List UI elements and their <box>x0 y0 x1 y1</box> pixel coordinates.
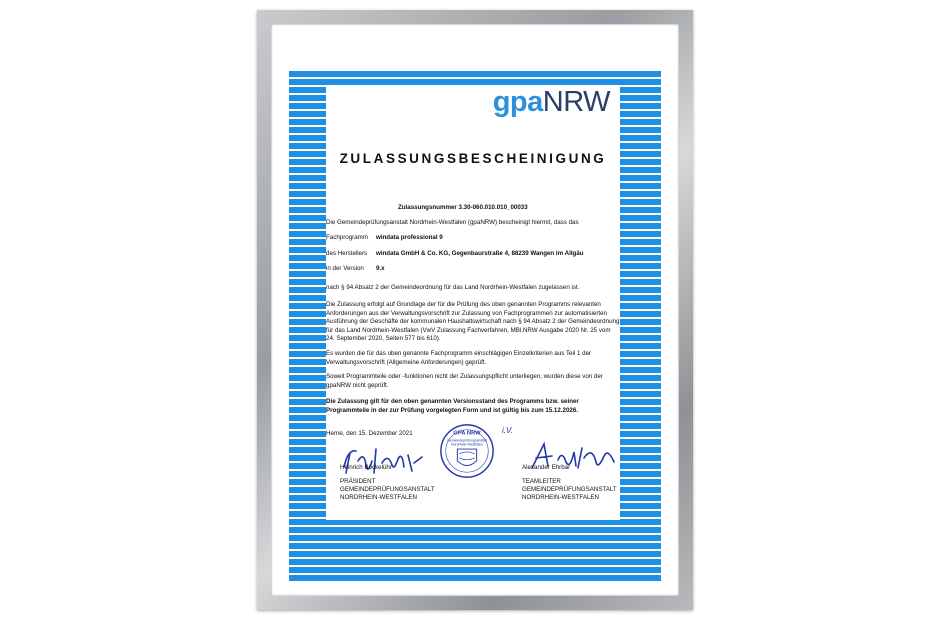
signer1-org: GEMEINDEPRÜFUNGSANSTALT <box>340 486 435 493</box>
certificate-document <box>326 86 620 520</box>
official-seal <box>438 422 496 480</box>
signer1-name: Heinrich Böckelühr <box>340 464 392 471</box>
seal-crest-lines <box>459 452 474 460</box>
intro-text: Die Gemeindeprüfungsanstalt Nordrhein-Westfalen (gpaNRW) bescheinigt hiermit, dass das <box>326 219 579 226</box>
signer1-region: NORDRHEIN-WESTFALEN <box>340 494 418 501</box>
paragraph-validity: Die Zulassung gilt für den oben genannten Versionsstand des Programms bzw. seiner Programmteile in der zur Prüfung vorgelegten Form und ist gültig bis zum 15.12.2026. <box>326 398 579 414</box>
program-value: windata professional 9 <box>376 234 443 241</box>
paragraph-basis: Die Zulassung erfolgt auf Grundlage der für die Prüfung des oben genannten Programms relevanten Anforderungen aus der Verwaltungsvorschrift zur Zulassung von Fachprogrammen zur automatisierten Ausführung der Geschäfte der kommunalen Haushaltswirtschaft nach § 94 Absatz 2 der Gemeindeordnung für das Land Nordrhein-Westfalen (VwV Zulassung Fachverfahren, MBl.NRW Ausgabe 2020 Nr. 25 vom 24. September 2020, Seiten 577 bis 610). <box>326 301 620 343</box>
seal-line2: Nordrhein-Westfalen <box>451 442 483 447</box>
picture-frame <box>257 10 693 610</box>
gpa-nrw-logo: gpaNRW <box>492 86 610 118</box>
signer2-org: GEMEINDEPRÜFUNGSANSTALT <box>522 486 617 493</box>
signer2-role: TEAMLEITER <box>522 478 561 485</box>
version-label: in der Version <box>326 265 364 272</box>
approval-number: Zulassungsnummer 3.30-060.010.010_00033 <box>398 204 528 211</box>
paragraph-scope: Soweit Programmteile oder -funktionen nicht der Zulassungspflicht unterliegen, wurden diese von der gpaNRW nicht geprüft. <box>326 373 603 389</box>
frame-mat <box>271 24 679 596</box>
seal-line1: Gemeindeprüfungsanstalt <box>447 438 487 443</box>
version-value: 9.x <box>376 265 385 272</box>
seal-shield-icon <box>457 449 476 465</box>
legal-basis-text: nach § 94 Absatz 2 der Gemeindeordnung für das Land Nordrhein-Westfalen zugelassen ist. <box>326 284 580 291</box>
signer2-region: NORDRHEIN-WESTFALEN <box>522 494 600 501</box>
maker-value: windata GmbH & Co. KG, Gegenbaurstraße 4, 88239 Wangen im Allgäu <box>376 250 584 257</box>
iv-note: i.V. <box>502 426 513 435</box>
signer1-role: PRÄSIDENT <box>340 478 376 485</box>
certificate-title: ZULASSUNGSBESCHEINIGUNG <box>339 151 607 166</box>
signature-president <box>338 441 428 481</box>
program-label: Fachprogramm <box>326 234 368 241</box>
maker-label: des Herstellers <box>326 250 368 257</box>
seal-top-text: GPA NRW <box>453 430 481 437</box>
paragraph-criteria: Es wurden die für das oben genannte Fachprogramm einschlägigen Einzelkriterien aus Teil 1 der Verwaltungsvorschrift (Allgemeine Anforderungen) geprüft. <box>326 350 592 366</box>
signer2-name: Alexander Ehrbar <box>522 464 571 471</box>
place-date: Herne, den 15. Dezember 2021 <box>326 430 413 437</box>
